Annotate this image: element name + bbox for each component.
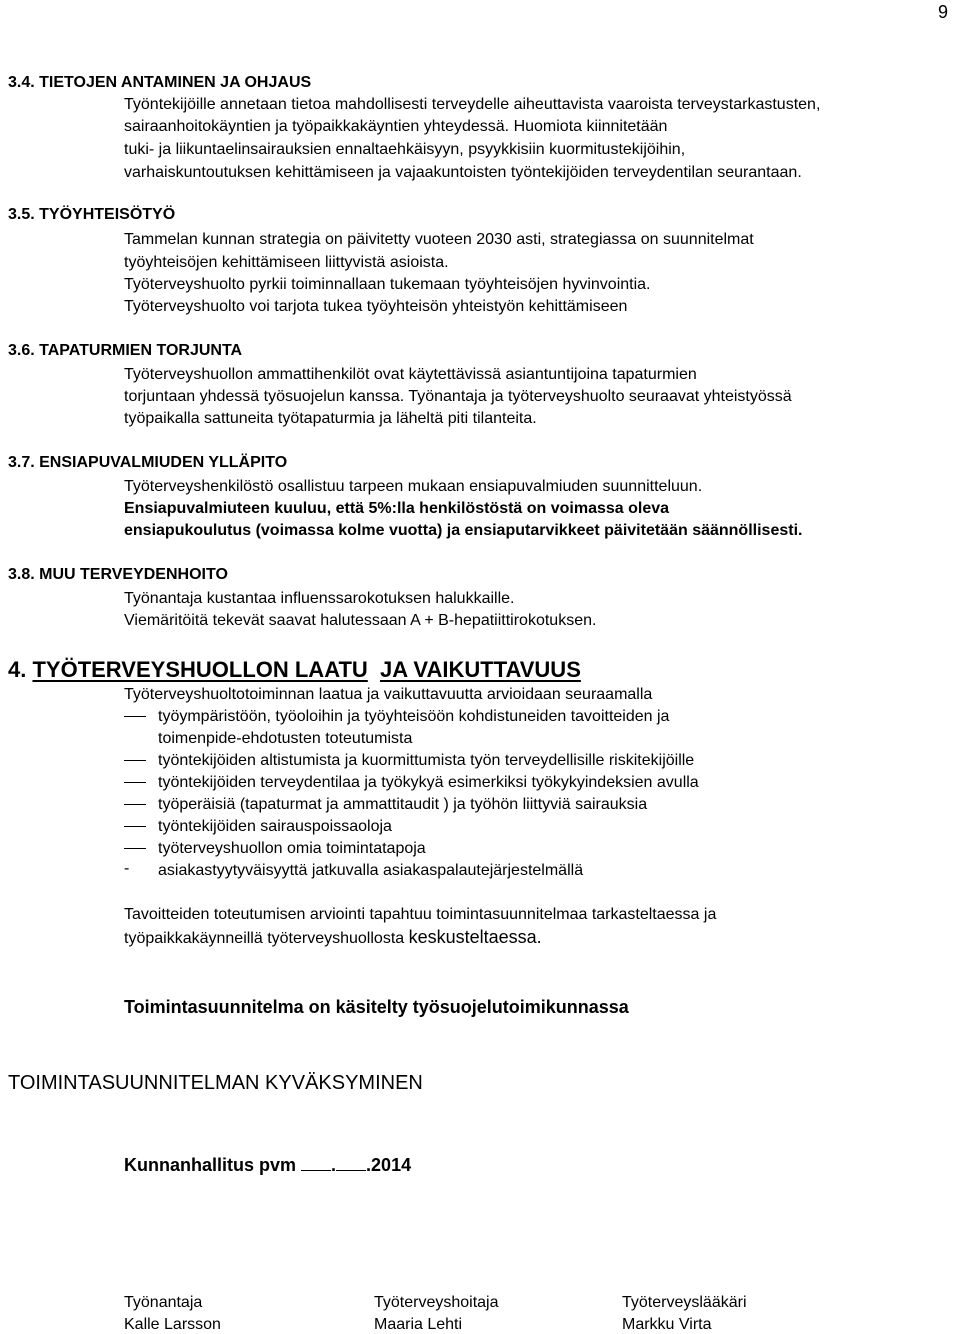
list-bullet-dash xyxy=(124,826,146,827)
list-bullet-dash xyxy=(124,804,146,805)
list-item: työntekijöiden altistumista ja kuormittumista työn terveydellisille riskitekijöille xyxy=(158,752,695,769)
list-item: työntekijöiden terveydentilaa ja työkykyä esimerkiksi työkykyindeksien avulla xyxy=(158,774,699,791)
section-heading-4: 4. TYÖTERVEYSHUOLLON LAATU JA VAIKUTTAVUUS xyxy=(8,657,581,682)
paragraph-line: työyhteisöjen kehittämiseen liittyvistä asioista. xyxy=(124,254,449,271)
bold-paragraph-line: Ensiapuvalmiuteen kuuluu, että 5%:lla henkilöstöstä on voimassa oleva xyxy=(124,500,670,517)
signature-role: Työnantaja xyxy=(124,1294,203,1311)
list-bullet-dash xyxy=(124,782,146,783)
paragraph-line: Työterveyshuollon ammattihenkilöt ovat käytettävissä asiantuntijoina tapaturmien xyxy=(124,366,697,383)
section-heading-3-4: 3.4. TIETOJEN ANTAMINEN JA OHJAUS xyxy=(8,74,312,91)
list-item: työntekijöiden sairauspoissaoloja xyxy=(158,818,392,835)
paragraph-line: Työterveyshuoltotoiminnan laatua ja vaikuttavuutta arvioidaan seuraamalla xyxy=(124,686,653,703)
list-item: työterveyshuollon omia toimintatapoja xyxy=(158,840,426,857)
paragraph-line: Viemäritöitä tekevät saavat halutessaan A + B-hepatiittirokotuksen. xyxy=(124,612,597,629)
paragraph-line: Tavoitteiden toteutumisen arviointi tapahtuu toimintasuunnitelmaa tarkasteltaessa ja xyxy=(124,906,717,923)
bold-paragraph-line: ensiapukoulutus (voimassa kolme vuotta) ja ensiaputarvikkeet päivitetään säännöllisesti. xyxy=(124,522,803,539)
signature-role: Työterveyslääkäri xyxy=(622,1294,747,1311)
page-number: 9 xyxy=(937,2,948,22)
paragraph-line: Työterveyshenkilöstö osallistuu tarpeen mukaan ensiapuvalmiuden suunnitteluun. xyxy=(124,478,703,495)
paragraph-line: tuki- ja liikuntaelinsairauksien ennaltaehkäisyyn, psyykkisiin kuormitustekijöihin, xyxy=(124,141,686,158)
paragraph-line: Työntekijöille annetaan tietoa mahdollisesti terveydelle aiheuttavista vaaroista terveystarkastusten, xyxy=(124,96,821,113)
paragraph-line: varhaiskuntoutuksen kehittämiseen ja vajaakuntoisten työntekijöiden terveydentilan seurantaan. xyxy=(124,164,802,181)
signature-name: Maaria Lehti xyxy=(374,1316,463,1333)
list-item-continuation: toimenpide-ehdotusten toteutumista xyxy=(158,730,413,747)
section-heading-3-8: 3.8. MUU TERVEYDENHOITO xyxy=(8,566,228,583)
paragraph-line: torjuntaan yhdessä työsuojelun kanssa. Työnantaja ja työterveyshuolto seuraavat yhteistyössä xyxy=(124,388,792,405)
list-item: asiakastyytyväisyyttä jatkuvalla asiakaspalautejärjestelmällä xyxy=(158,862,584,879)
section-heading-3-6: 3.6. TAPATURMIEN TORJUNTA xyxy=(8,342,243,359)
signature-name: Kalle Larsson xyxy=(124,1316,221,1333)
section-heading-3-5: 3.5. TYÖYHTEISÖTYÖ xyxy=(8,206,176,223)
list-item: työympäristöön, työoloihin ja työyhteisöön kohdistuneiden tavoitteiden ja xyxy=(158,708,670,725)
paragraph-line: Työterveyshuolto pyrkii toiminnallaan tukemaan työyhteisöjen hyvinvointia. xyxy=(124,276,651,293)
list-bullet-dash xyxy=(124,716,146,717)
paragraph-line: työpaikalla sattuneita työtapaturmia ja läheltä piti tilanteita. xyxy=(124,410,537,427)
list-bullet-dash xyxy=(124,848,146,849)
approval-heading: TOIMINTASUUNNITELMAN KYVÄKSYMINEN xyxy=(8,1072,423,1094)
council-date-line: Kunnanhallitus pvm . .2014 xyxy=(124,1155,412,1175)
list-item: työperäisiä (tapaturmat ja ammattitaudit ) ja työhön liittyviä sairauksia xyxy=(158,796,648,813)
paragraph-line: Työterveyshuolto voi tarjota tukea työyhteisön yhteistyön kehittämiseen xyxy=(124,298,628,315)
paragraph-line: työpaikkakäynneillä työterveyshuollosta keskusteltaessa. xyxy=(124,927,542,947)
list-bullet-dash xyxy=(124,760,146,761)
signature-name: Markku Virta xyxy=(622,1316,712,1333)
handled-statement: Toimintasuunnitelma on käsitelty työsuojelutoimikunnassa xyxy=(124,997,629,1017)
signature-role: Työterveyshoitaja xyxy=(374,1294,499,1311)
section-heading-3-7: 3.7. ENSIAPUVALMIUDEN YLLÄPITO xyxy=(8,454,288,471)
day-blank xyxy=(301,1156,331,1171)
paragraph-line: sairaanhoitokäyntien ja työpaikkakäyntien yhteydessä. Huomiota kiinnitetään xyxy=(124,118,668,135)
list-bullet-hyphen: - xyxy=(124,860,130,877)
month-blank xyxy=(336,1156,366,1171)
paragraph-line: Työnantaja kustantaa influenssarokotuksen halukkaille. xyxy=(124,590,515,607)
paragraph-line: Tammelan kunnan strategia on päivitetty vuoteen 2030 asti, strategiassa on suunnitelmat xyxy=(124,231,754,248)
